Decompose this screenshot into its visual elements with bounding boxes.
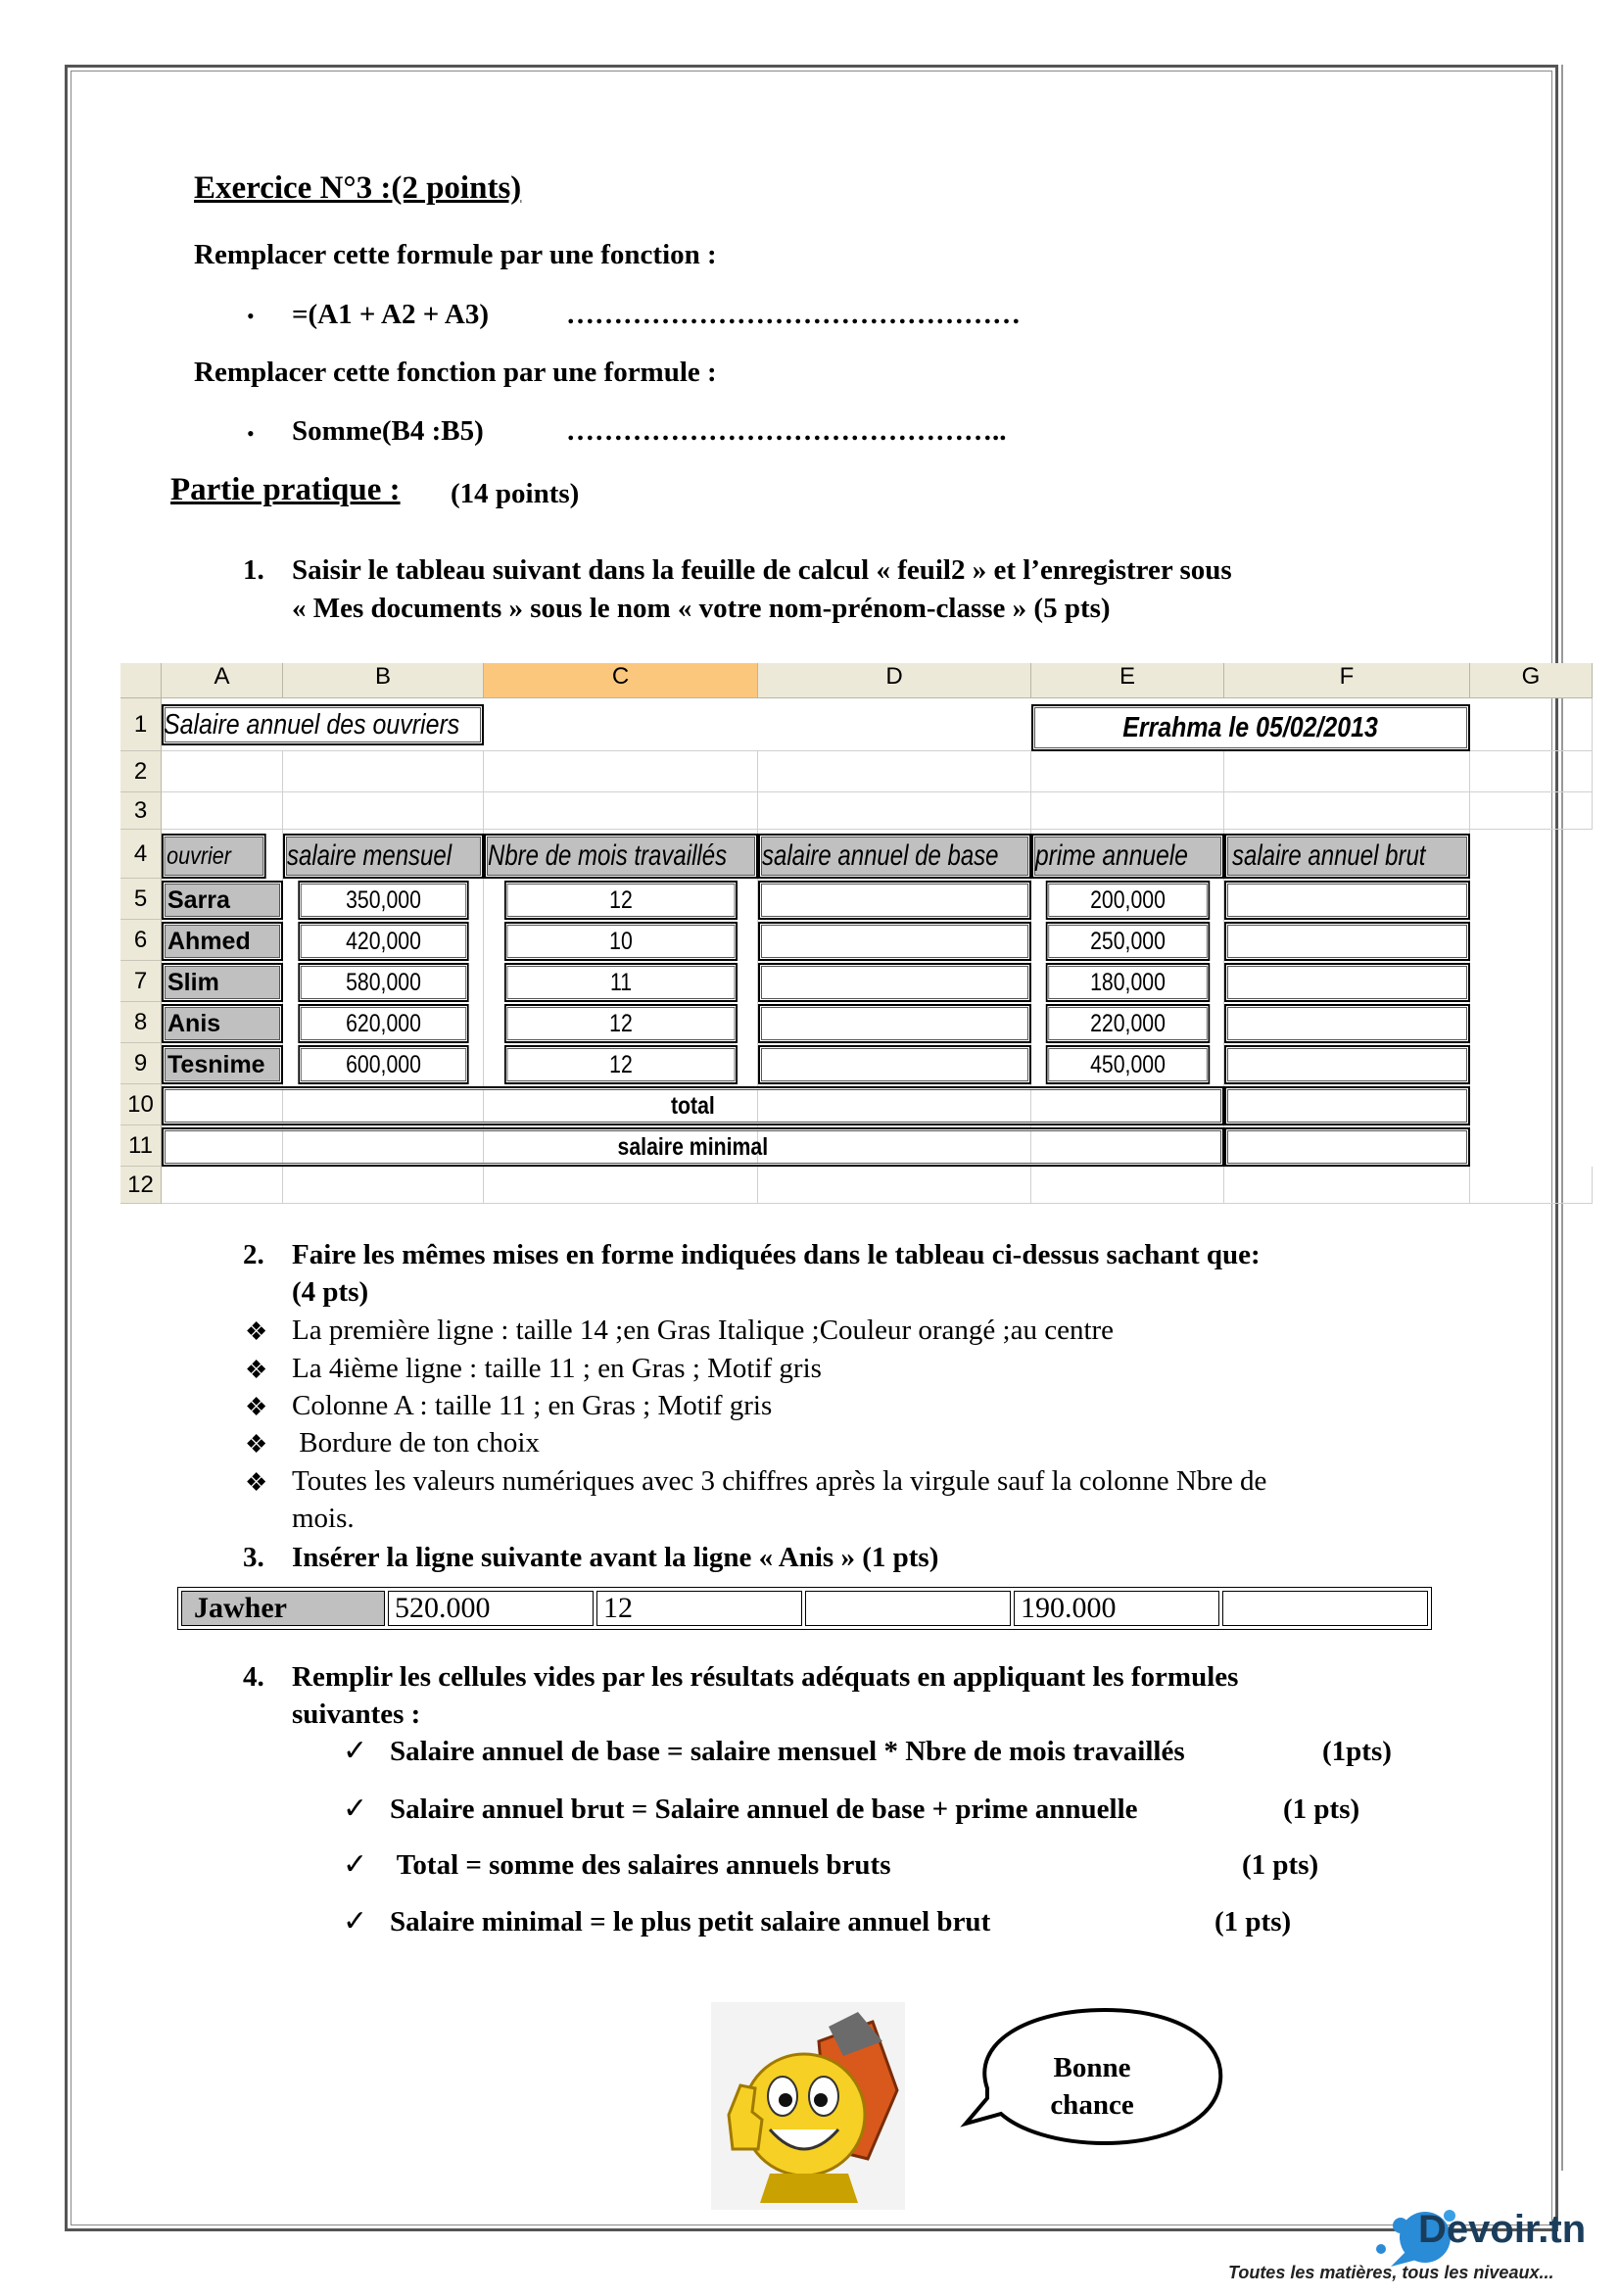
total-label: total <box>671 1092 715 1120</box>
col-header-g[interactable]: G <box>1470 663 1593 698</box>
select-all-corner[interactable] <box>120 663 162 698</box>
cell-months-ahmed[interactable]: 10 <box>504 922 738 961</box>
cell-name-anis[interactable]: Anis <box>162 1004 283 1043</box>
cell-min-value[interactable] <box>1224 1127 1470 1167</box>
devoir-tn-logo <box>1224 2208 1619 2291</box>
row-header-1[interactable]: 1 <box>120 698 162 751</box>
step2-line2: (4 pts) <box>292 1276 369 1308</box>
cell-e1-date[interactable] <box>1031 704 1470 751</box>
diamond-bullet-icon: ❖ <box>245 1356 268 1384</box>
cell-prime-tesnime[interactable]: 450,000 <box>1046 1045 1210 1084</box>
header-salaire-brut-text: salaire annuel brut <box>1232 839 1426 872</box>
jawher-salary-cell[interactable]: 520.000 <box>388 1591 594 1626</box>
format-item-2: La 4ième ligne : taille 11 ; en Gras ; Motif gris <box>292 1353 822 1384</box>
cell-prime-slim[interactable]: 180,000 <box>1046 963 1210 1002</box>
format-item-4: Bordure de ton choix <box>292 1427 540 1459</box>
cell-brut-ahmed[interactable] <box>1224 922 1470 961</box>
cell-base-ahmed[interactable] <box>758 922 1031 961</box>
row-header-6[interactable]: 6 <box>120 920 162 961</box>
bubble-line-1: Bonne <box>1053 2052 1131 2083</box>
sheet-date: Errahma le 05/02/2013 <box>1122 712 1379 743</box>
step4-line2: suivantes : <box>292 1698 421 1730</box>
jawher-row-table <box>177 1587 1432 1630</box>
cell-months-sarra[interactable]: 12 <box>504 881 738 920</box>
bullet-icon: • <box>247 304 255 328</box>
header-salaire-mensuel-text: salaire mensuel <box>287 839 452 872</box>
formula-min: Salaire minimal = le plus petit salaire annuel brut <box>390 1906 991 1937</box>
jawher-row <box>181 1591 1428 1626</box>
step1-line2: « Mes documents » sous le nom « votre nom-prénom-classe » (5 pts) <box>292 593 1111 624</box>
page-border-right <box>1561 65 1563 2171</box>
step3-text: Insérer la ligne suivante avant la ligne « Anis » (1 pts) <box>292 1542 939 1573</box>
cell-months-slim[interactable]: 11 <box>504 963 738 1002</box>
format-item-5-cont: mois. <box>292 1503 355 1534</box>
row-header-5[interactable]: 5 <box>120 879 162 920</box>
cell-name-sarra[interactable]: Sarra <box>162 881 283 920</box>
cell-salary-slim[interactable]: 580,000 <box>298 963 468 1002</box>
col-header-b[interactable]: B <box>283 663 484 698</box>
cell-prime-ahmed[interactable]: 250,000 <box>1046 922 1210 961</box>
diamond-bullet-icon: ❖ <box>245 1430 268 1459</box>
header-prime[interactable] <box>1031 834 1224 879</box>
cell-base-tesnime[interactable] <box>758 1045 1031 1084</box>
step2-line1: Faire les mêmes mises en forme indiquées dans le tableau ci-dessus sachant que: <box>292 1239 1261 1270</box>
header-salaire-base-text: salaire annuel de base <box>762 839 999 872</box>
step3-number: 3. <box>243 1542 264 1573</box>
row-header-2[interactable]: 2 <box>120 751 162 792</box>
col-header-f[interactable]: F <box>1224 663 1470 698</box>
col-header-c[interactable]: C <box>484 663 758 698</box>
formula-total: Total = somme des salaires annuels bruts <box>390 1849 891 1881</box>
formula-base: Salaire annuel de base = salaire mensuel * Nbre de mois travaillés <box>390 1736 1185 1767</box>
cell-name-tesnime[interactable]: Tesnime <box>162 1045 283 1084</box>
jawher-base-cell[interactable] <box>805 1591 1011 1626</box>
step4-number: 4. <box>243 1661 264 1693</box>
exercise3-q2-function: Somme(B4 :B5) <box>292 415 484 447</box>
cell-total-value[interactable] <box>1224 1086 1470 1125</box>
jawher-name-cell[interactable]: Jawher <box>181 1591 385 1626</box>
cell-prime-anis[interactable]: 220,000 <box>1046 1004 1210 1043</box>
format-item-5: Toutes les valeurs numériques avec 3 chiffres après la virgule sauf la colonne Nbre de <box>292 1465 1267 1497</box>
col-header-e[interactable]: E <box>1031 663 1224 698</box>
header-prime-text: prime annuele <box>1035 839 1188 872</box>
bullet-icon: • <box>247 421 255 446</box>
header-salaire-brut[interactable] <box>1224 834 1470 879</box>
cell-name-ahmed[interactable]: Ahmed <box>162 922 283 961</box>
header-salaire-mensuel[interactable] <box>283 834 484 879</box>
cell-prime-sarra[interactable]: 200,000 <box>1046 881 1210 920</box>
cell-base-anis[interactable] <box>758 1004 1031 1043</box>
cell-base-slim[interactable] <box>758 963 1031 1002</box>
row-header-10[interactable]: 10 <box>120 1084 162 1125</box>
checkmark-icon: ✓ <box>343 1793 368 1825</box>
exercise3-title: Exercice N°3 :(2 points) <box>194 170 522 206</box>
col-header-a[interactable]: A <box>162 663 283 698</box>
cell-salary-anis[interactable]: 620,000 <box>298 1004 468 1043</box>
formula-brut: Salaire annuel brut = Salaire annuel de base + prime annuelle <box>390 1794 1138 1825</box>
row-header-8[interactable]: 8 <box>120 1002 162 1043</box>
diamond-bullet-icon: ❖ <box>245 1317 268 1346</box>
cell-brut-tesnime[interactable] <box>1224 1045 1470 1084</box>
cell-salary-tesnime[interactable]: 600,000 <box>298 1045 468 1084</box>
formula-brut-pts: (1 pts) <box>1283 1794 1360 1825</box>
exercise3-q1: Remplacer cette formule par une fonction : <box>194 239 717 270</box>
row-header-3[interactable]: 3 <box>120 792 162 830</box>
cell-name-slim[interactable]: Slim <box>162 963 283 1002</box>
cell-salary-sarra[interactable]: 350,000 <box>298 881 468 920</box>
practice-points: (14 points) <box>451 478 580 509</box>
min-label: salaire minimal <box>617 1133 769 1161</box>
format-item-3: Colonne A : taille 11 ; en Gras ; Motif gris <box>292 1390 773 1421</box>
diamond-bullet-icon: ❖ <box>245 1468 268 1497</box>
exercise3-q1-formula: =(A1 + A2 + A3) <box>292 299 490 330</box>
row-header-9[interactable]: 9 <box>120 1043 162 1084</box>
header-nbre-mois-text: Nbre de mois travaillés <box>488 839 728 872</box>
step2-number: 2. <box>243 1239 264 1270</box>
col-header-d[interactable]: D <box>758 663 1031 698</box>
cell-total-label[interactable] <box>162 1086 1224 1125</box>
jawher-months-cell[interactable]: 12 <box>596 1591 802 1626</box>
checkmark-icon: ✓ <box>343 1735 368 1767</box>
header-nbre-mois[interactable] <box>484 834 758 879</box>
row-header-12[interactable]: 12 <box>120 1167 162 1204</box>
practice-title: Partie pratique : <box>170 472 401 507</box>
row-header-11[interactable]: 11 <box>120 1125 162 1167</box>
diamond-bullet-icon: ❖ <box>245 1393 268 1421</box>
jawher-brut-cell[interactable] <box>1222 1591 1428 1626</box>
smiley-illustration <box>711 2002 905 2210</box>
checkmark-icon: ✓ <box>343 1905 368 1937</box>
checkmark-icon: ✓ <box>343 1848 368 1881</box>
bubble-text <box>979 2049 1205 2124</box>
cell-base-sarra[interactable] <box>758 881 1031 920</box>
cell-brut-anis[interactable] <box>1224 1004 1470 1043</box>
cell-a1-title[interactable] <box>162 704 484 745</box>
cell-brut-sarra[interactable] <box>1224 881 1470 920</box>
row-header-7[interactable]: 7 <box>120 961 162 1002</box>
format-item-1: La première ligne : taille 14 ;en Gras Italique ;Couleur orangé ;au centre <box>292 1315 1115 1346</box>
cell-months-anis[interactable]: 12 <box>504 1004 738 1043</box>
exercise3-q1-dots: ………………………………………… <box>566 299 1021 330</box>
exercise3-q2: Remplacer cette fonction par une formule : <box>194 357 717 388</box>
smiley-thumbs-up-icon <box>711 2002 905 2210</box>
formula-total-pts: (1 pts) <box>1242 1849 1319 1881</box>
header-salaire-base[interactable] <box>758 834 1031 879</box>
row-header-4[interactable]: 4 <box>120 830 162 879</box>
cell-min-label[interactable] <box>162 1127 1224 1167</box>
cell-salary-ahmed[interactable]: 420,000 <box>298 922 468 961</box>
brand-name: Devoir.tn <box>1418 2208 1587 2251</box>
step4-line1: Remplir les cellules vides par les résultats adéquats en appliquant les formules <box>292 1661 1239 1693</box>
header-ouvrier[interactable]: ouvrier <box>162 834 266 879</box>
bubble-line-2: chance <box>1050 2089 1134 2121</box>
exercise3-q2-dots: ……………………………………….. <box>566 415 1007 447</box>
formula-min-pts: (1 pts) <box>1214 1906 1292 1937</box>
step1-number: 1. <box>243 554 264 586</box>
sheet-title: Salaire annuel des ouvriers <box>164 709 460 741</box>
formula-base-pts: (1pts) <box>1322 1736 1392 1767</box>
cell-months-tesnime[interactable]: 12 <box>504 1045 738 1084</box>
brand-slogan: Toutes les matières, tous les niveaux... <box>1228 2263 1554 2282</box>
cell-brut-slim[interactable] <box>1224 963 1470 1002</box>
jawher-prime-cell[interactable]: 190.000 <box>1014 1591 1219 1626</box>
step1-line1: Saisir le tableau suivant dans la feuille de calcul « feuil2 » et l’enregistrer sous <box>292 554 1232 586</box>
